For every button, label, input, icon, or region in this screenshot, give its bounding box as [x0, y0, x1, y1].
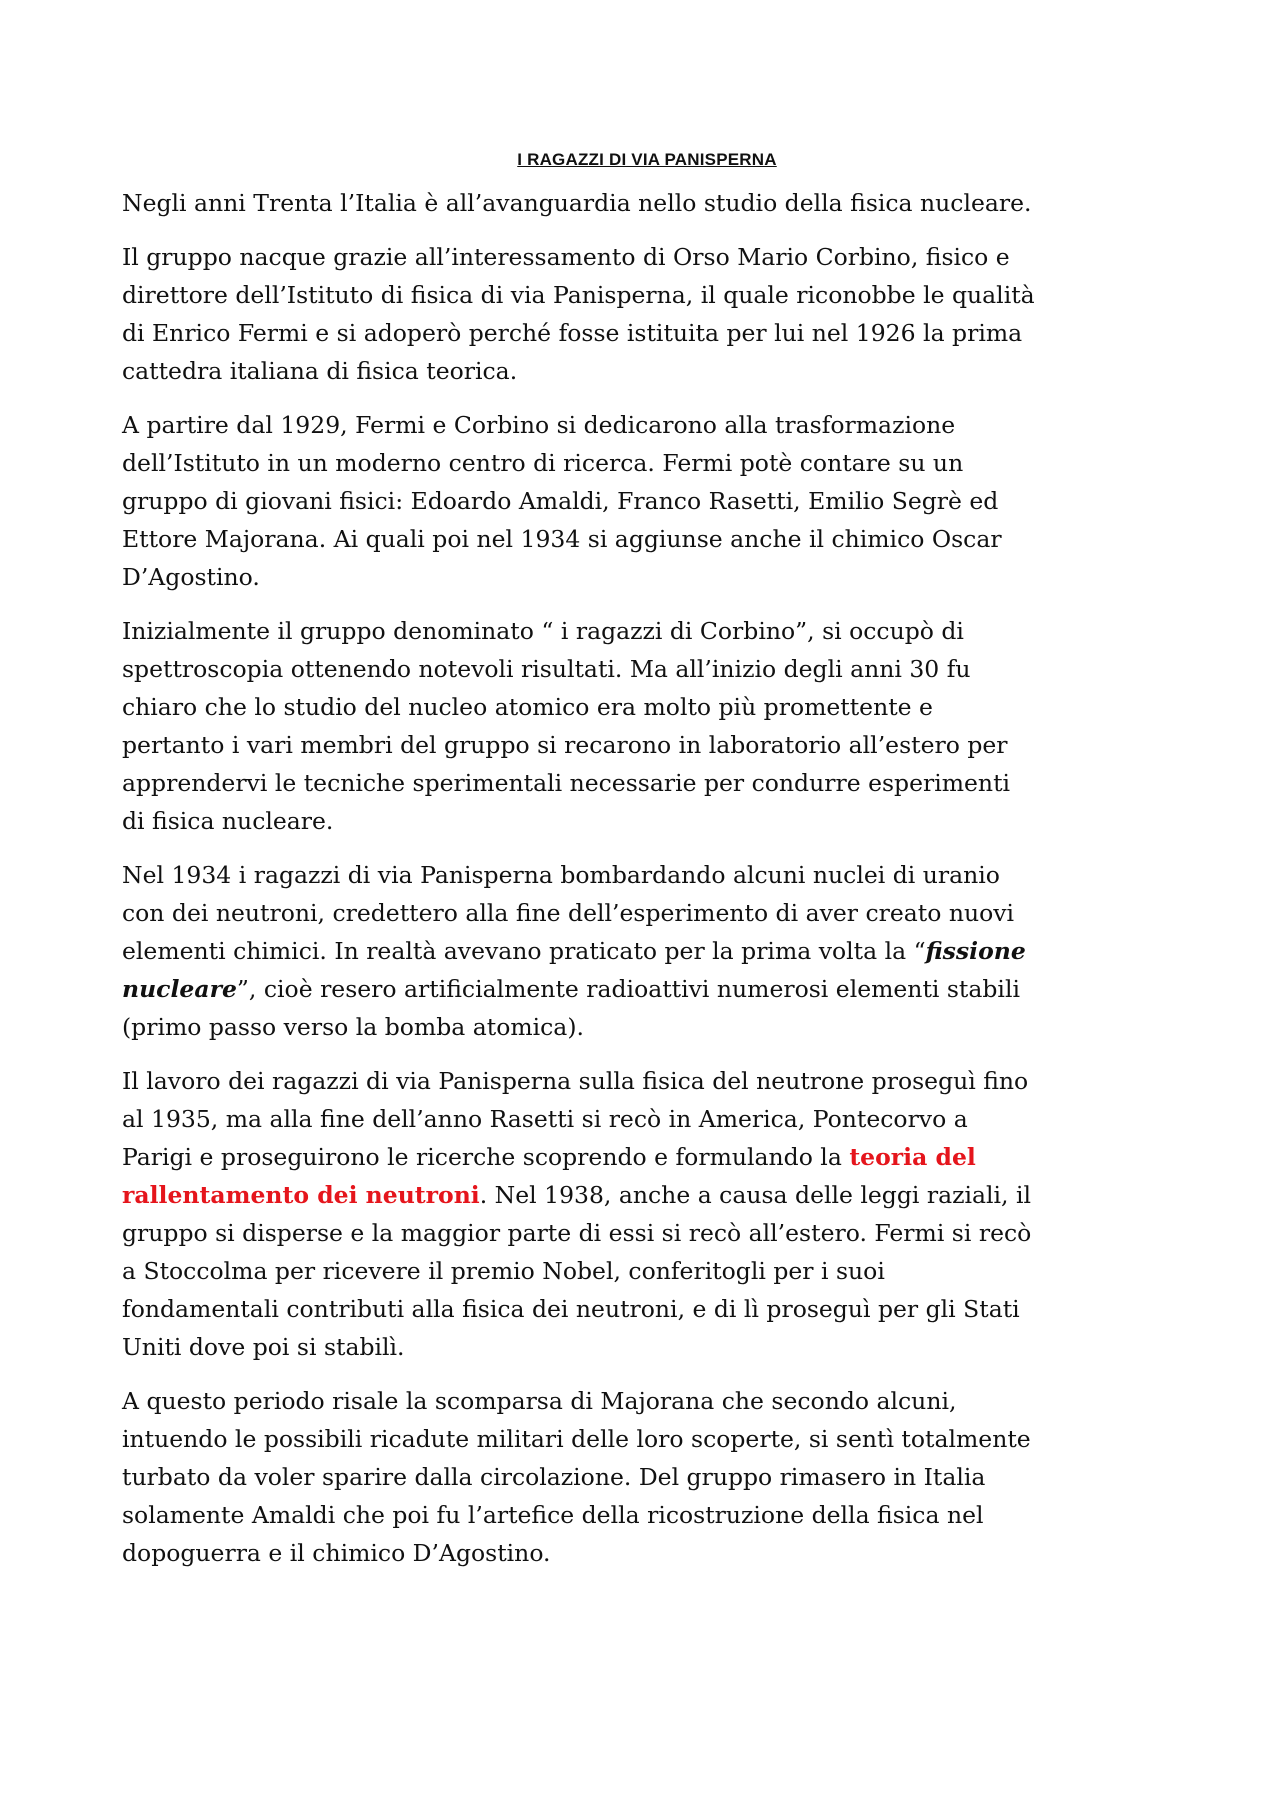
document-title: I RAGAZZI DI VIA PANISPERNA — [517, 150, 777, 169]
paragraph-corbino: Il gruppo nacque grazie all’interessamento di Orso Mario Corbino, fisico e direttore dell’Istituto di fisica di via Panisperna, il quale riconobbe le qualità di Enrico Fermi e si adoperò perché fosse istituita per lui nel 1926 la prima cattedra italiana di fisica teorica. — [122, 243, 1035, 385]
paragraph-neutron-text-start: Il lavoro dei ragazzi di via Panisperna sulla fisica del neutrone proseguì fino al 1935, ma alla fine dell’anno Rasetti si recò in America, Pontecorvo a Parigi e proseguirono le ricerche scoprendo e formulando la — [122, 1067, 1029, 1171]
paragraph-fission — [122, 856, 1172, 1046]
paragraph-fission-text-end: ”, cioè resero artificialmente radioattivi numerosi elementi stabili (primo passo verso la bomba atomica). — [122, 975, 1020, 1041]
paragraph-group-members: A partire dal 1929, Fermi e Corbino si dedicarono alla trasformazione dell’Istituto in un moderno centro di ricerca. Fermi potè contare su un gruppo di giovani fisici: Edoardo Amaldi, Franco Rasetti, Emilio Segrè ed Ettore Majorana. Ai quali poi nel 1934 si aggiunse anche il chimico Oscar D’Agostino. — [122, 411, 1002, 591]
paragraph-majorana: A questo periodo risale la scomparsa di Majorana che secondo alcuni, intuendo le possibili ricadute militari delle loro scoperte, si sentì totalmente turbato da voler sparire dalla circolazione. Del gruppo rimasero in Italia solamente Amaldi che poi fu l’artefice della ricostruzione della fisica nel dopoguerra e il chimico D’Agostino. — [122, 1387, 1031, 1567]
paragraph-intro: Negli anni Trenta l’Italia è all’avanguardia nello studio della fisica nucleare. — [122, 189, 1032, 217]
fission-term: fissione nucleare — [122, 937, 1026, 1003]
paragraph-neutron-text-end: . Nel 1938, anche a causa delle leggi raziali, il gruppo si disperse e la maggior parte di essi si recò all’estero. Fermi si recò a Stoccolma per ricevere il premio Nobel, conferitogli per i suoi fondamentali contributi alla fisica dei neutroni, e di lì proseguì per gli Stati Uniti dove poi si stabilì. — [122, 1181, 1032, 1361]
document-page — [122, 150, 1172, 1588]
neutron-slowing-theory-term: teoria del rallentamento dei neutroni — [122, 1143, 976, 1209]
paragraph-spectroscopy: Inizialmente il gruppo denominato “ i ragazzi di Corbino”, si occupò di spettroscopia ottenendo notevoli risultati. Ma all’inizio degli anni 30 fu chiaro che lo studio del nucleo atomico era molto più promettente e pertanto i vari membri del gruppo si recarono in laboratorio all’estero per apprendervi le tecniche sperimentali necessarie per condurre esperimenti di fisica nucleare. — [122, 617, 1011, 835]
paragraph-neutron-research — [122, 1062, 1172, 1366]
paragraph-fission-text-start: Nel 1934 i ragazzi di via Panisperna bombardando alcuni nuclei di uranio con dei neutroni, credettero alla fine dell’esperimento di aver creato nuovi elementi chimici. In realtà avevano praticato per la prima volta la “ — [122, 861, 1015, 965]
